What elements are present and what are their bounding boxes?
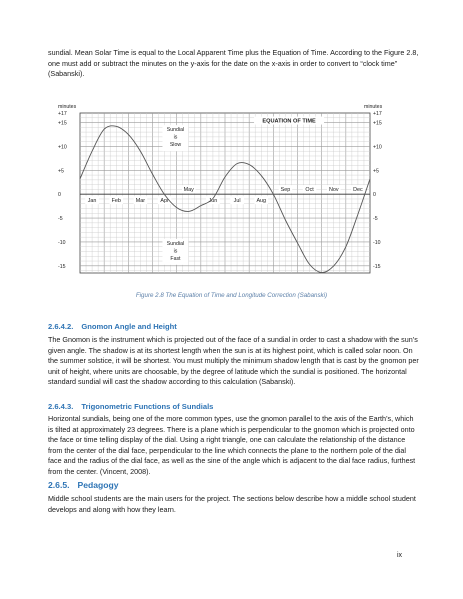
section-pedagogy-number: 2.6.5. <box>48 480 70 490</box>
month-label: Oct <box>305 187 314 194</box>
y-unit-left: minutes <box>58 104 77 110</box>
page-number: ix <box>397 552 403 559</box>
month-label: Apr <box>160 198 169 205</box>
chart-title: EQUATION OF TIME <box>262 118 316 125</box>
section-pedagogy-body: Middle school students are the main users for the project. The sections below describe how a middle school student develops and along with how they learn. <box>48 494 416 514</box>
month-label: May <box>183 187 194 194</box>
section-trig-number: 2.6.4.3. <box>48 402 74 411</box>
ytick-label-right: -10 <box>373 239 381 246</box>
intro-paragraph: sundial. Mean Solar Time is equal to the Local Apparent Time plus the Equation of Time. According to the Figure 2.8, one must add or subtract the minutes on the y-axis for the date on the x-axis in order to convert to “clock time” (Sabanski). <box>48 48 419 79</box>
y-unit-right: minutes <box>364 104 383 110</box>
section-gnomon-number: 2.6.4.2. <box>48 322 74 331</box>
month-label: Feb <box>111 198 121 205</box>
month-label: Dec <box>353 187 363 194</box>
annotation-line: is <box>173 248 178 255</box>
month-label: Jan <box>87 198 97 205</box>
ytick-label-left: -15 <box>58 263 66 270</box>
ytick-label-right: -15 <box>373 263 381 270</box>
section-trig-body: Horizontal sundials, being one of the more common types, use the gnomon parallel to the axis of the Earth’s, which is tilted at approximately 23 degrees. There is a plane which is perpendicular to the gnomon which is projected onto the face or time telling display of the dial. Using a right triangle, one can calculate the relationship of the distance from the center of the dial face, perpendicular to the line which connects the plane to the northern pole of the dial face and the radius of the dial face, as well as the sine of the angle which is adjacent to the dial face radius, furthest from the center. (Vincent, 2008). <box>48 414 416 476</box>
month-label: Sep <box>280 187 291 194</box>
section-trig-heading <box>48 402 420 411</box>
equation-of-time-chart <box>50 100 400 282</box>
ytick-label-right: +17 <box>373 111 382 117</box>
section-gnomon-title: Gnomon Angle and Height <box>81 322 177 331</box>
ytick-label-left: +17 <box>58 111 67 117</box>
ytick-label-right: +5 <box>373 168 379 175</box>
ytick-label-right: +15 <box>373 120 382 127</box>
section-gnomon-heading <box>48 322 420 331</box>
month-label: Nov <box>328 187 339 194</box>
section-trig-title: Trigonometric Functions of Sundials <box>81 402 214 411</box>
ytick-label-right: -5 <box>373 216 378 223</box>
ytick-label-left: +15 <box>58 120 67 127</box>
annotation-line: Fast <box>170 255 181 262</box>
ytick-label-left: -5 <box>58 216 63 223</box>
annotation-line: Sundial <box>166 127 185 134</box>
ytick-label-left: +5 <box>58 168 64 175</box>
ytick-label-right: 0 <box>373 192 376 199</box>
ytick-label-left: +10 <box>58 144 67 151</box>
annotation-line: Sundial <box>166 240 185 247</box>
month-label: Aug <box>256 198 267 205</box>
annotation-line: Slow <box>169 142 182 149</box>
ytick-label-right: +10 <box>373 144 382 151</box>
figure-caption: Figure 2.8 The Equation of Time and Longitude Correction (Sabanski) <box>135 292 328 299</box>
ytick-label-left: -10 <box>58 239 66 246</box>
month-label: Jul <box>233 198 241 205</box>
annotation-line: is <box>173 134 178 141</box>
ytick-label-left: 0 <box>58 192 61 199</box>
section-gnomon-body: The Gnomon is the instrument which is projected out of the face of a sundial in order to cast a shadow with the sun’s given angle. The shadow is at its shortest length when the sun is at its highest point, which is called solar noon. On the summer solstice, it will be shortest. You must multiply the minimum shadow length that is cast by the gnomon per unit of height, where units are choosable, by the degree of latitude which the sundial is positioned. The horizontal standard sundial will cast the shadow according to this calculation (Sabanski). <box>48 335 419 387</box>
section-pedagogy-title: Pedagogy <box>77 480 119 490</box>
month-label: Jun <box>208 198 218 205</box>
section-pedagogy-heading <box>48 480 119 490</box>
month-label: Mar <box>135 198 146 205</box>
